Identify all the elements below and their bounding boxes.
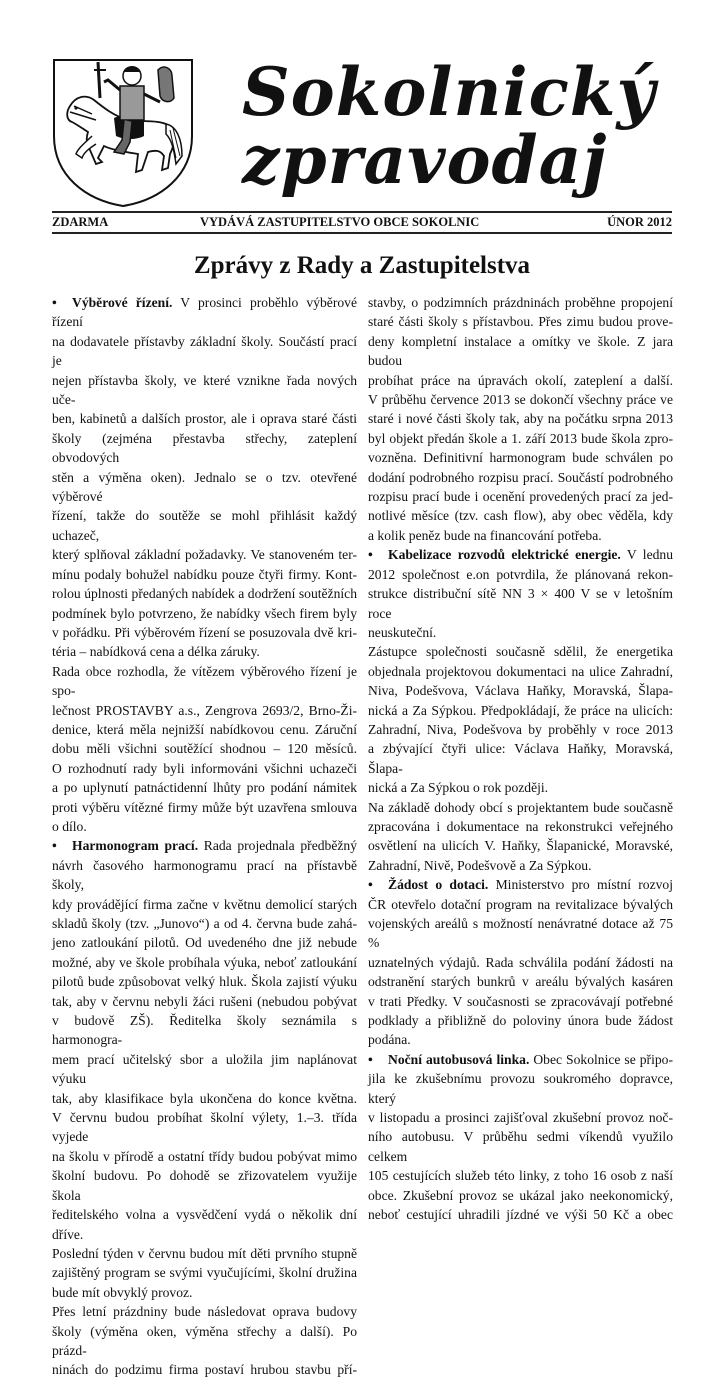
- text-line: rozpisu prací bude i ocenění provedených prací za jed-: [368, 489, 673, 505]
- text-line: Poslední týden v červnu budou mít děti prvního stupně: [52, 1245, 357, 1261]
- text-line: proti výběru vítězné firmy může být uzavřena smlouva: [52, 799, 357, 815]
- text-line: ninách do podzimu firma postaví hrubou stavbu pří-: [52, 1362, 357, 1378]
- text-line: staré i nové části školy tak, aby na počátku srpna 2013: [368, 411, 673, 427]
- text-line: Niva, Podešvova, Václava Haňky, Moravská, Šlapa-: [368, 683, 673, 699]
- text-line: tak, aby klasifikace byla ukončena do konce května.: [52, 1090, 357, 1106]
- text-line: školní budovu. Po dohodě se zřizovatelem využije škola: [52, 1168, 357, 1203]
- text-line: ního autobusu. V průběhu sedmi víkendů využilo celkem: [368, 1129, 673, 1164]
- left-column: [52, 293, 357, 1380]
- text-line: a po uplynutí patnáctidenní lhůty pro podání námitek: [52, 780, 357, 796]
- article-headline: Zprávy z Rady a Zastupitelstva: [193, 252, 531, 279]
- text-line: mínu podaly bohužel nabídku pouze čtyři firmy. Kont-: [52, 566, 357, 582]
- text-line: vojenských areálů s možností nenávratné dotace až 75 %: [368, 916, 673, 951]
- text-line: odstranění starých bunkrů v areálu bývalých kasáren: [368, 974, 673, 990]
- text-line: stavby, o podzimních prázdninách proběhne propojení: [368, 295, 673, 310]
- text-line: podmínek bylo potvrzeno, že nabídky všech firem byly: [52, 605, 357, 621]
- text-line: O rozhodnutí rady byli informováni všichni uchazeči: [52, 760, 357, 776]
- bullet-icon: •: [52, 838, 57, 854]
- newsletter-title-line1: Sokolnický: [242, 53, 656, 131]
- text-line: vozněna. Definitivní harmonogram bude schválen po: [368, 450, 673, 466]
- header-rule-top: [52, 211, 672, 213]
- text-line: skladů školy (tzv. „Junovo“) a od 4. června bude zahá-: [52, 916, 357, 931]
- text-line: denice, která měla nejnižší nabídkovou cenu. Záruční: [52, 721, 357, 737]
- text-line: nejen přístavba školy, ve které vznikne řada nových uče-: [52, 372, 357, 408]
- section-heading: Harmonogram prací.: [72, 838, 199, 854]
- text-line: zajištěný program se svými vyučujícími, školní družina: [52, 1265, 357, 1281]
- newsletter-title-line2: zpravodaj: [242, 121, 608, 199]
- text-line: na školu v přírodě a ostatní třídy budou pobývat mimo: [52, 1148, 357, 1164]
- text-line: deny kompletní instalace a omítky ve škole. Z jara budou: [368, 333, 673, 369]
- text-line: v listopadu a prosinci zajišťoval zkušební provoz noč-: [368, 1110, 673, 1126]
- text-line: dodání podrobného rozpisu prací. Součástí podrobného: [368, 469, 673, 485]
- text-line: Rada obce rozhodla, že vítězem výběrového řízení je spo-: [52, 663, 357, 699]
- text-line: v pořádku. Při výběrovém řízení se posuzovala dvě kri-: [52, 624, 357, 640]
- text-line: ředitelského volna a vysvědčení vydá o několik dní dříve.: [52, 1207, 357, 1242]
- text-line: ben, kabinetů a dalších prostor, ale i oprava staré části: [52, 411, 357, 427]
- text-line: neuskuteční.: [368, 624, 437, 640]
- text-line: na dodavatele přístavby základní školy. Součástí prací je: [52, 333, 357, 369]
- text-line: řízení, takže do soutěže se mohl přihlásit každý uchazeč,: [52, 508, 357, 543]
- text-line: kdy provádějící firma začne v květnu demolicí starých: [52, 896, 357, 912]
- text-line: návrh časového harmonogramu prací na přístavbě školy,: [52, 857, 357, 893]
- text-line: lečnost PROSTAVBY a.s., Zengrova 2693/2, Brno-Ži-: [52, 702, 357, 718]
- text-line: strukce distribuční sítě NN 3 × 400 V se v letošním roce: [368, 586, 673, 621]
- text-line: stěn a výměna oken). Jednalo se o tzv. otevřené výběrové: [52, 469, 357, 505]
- issue-date: ÚNOR 2012: [607, 215, 672, 229]
- text-line: byl objekt předán škole a 1. září 2013 bude škola zpro-: [368, 430, 673, 446]
- text-line: zpracována i dokumentace na rekonstrukci veřejného: [368, 818, 673, 834]
- text-line: Přes letní prázdniny bude následovat oprava budovy: [52, 1304, 357, 1320]
- masthead: [52, 53, 672, 208]
- text-line: • Kabelizace rozvodů elektrické energie. V lednu: [368, 545, 673, 564]
- bullet-icon: •: [52, 295, 57, 310]
- section-heading: Výběrové řízení.: [72, 295, 173, 310]
- text-line: V červnu budou probíhat školní výlety, 1.–3. třída vyjede: [52, 1110, 357, 1145]
- section-heading: Žádost o dotaci.: [388, 877, 489, 893]
- text-line: školy (výměna oken, výměna střechy a další). Po prázd-: [52, 1323, 357, 1358]
- text-line: neboť cestující uhradili jízdné ve výši 50 Kč a obec: [368, 1207, 673, 1223]
- text-line: obce. Zkušební provoz se ukázal jako neekonomický,: [368, 1187, 673, 1203]
- text-line: ČR otevřelo dotační program na revitalizace bývalých: [368, 896, 673, 912]
- text-line: 105 cestujících služeb této linky, z toho 16 osob z naší: [368, 1168, 673, 1184]
- text-line: nická a Za Sýpkou. Předpokládají, že práce na ulicích:: [368, 702, 673, 718]
- text-line: který splňoval základní požadavky. Ve stanoveném ter-: [52, 547, 357, 563]
- section-heading: Noční autobusová linka.: [388, 1051, 530, 1067]
- text-line: téria – nabídková cena a délka záruky.: [52, 644, 260, 660]
- text-line: V průběhu července 2013 se dokončí všechny práce ve: [368, 392, 673, 408]
- text-line: v budově ZŠ). Ředitelka školy seznámila s harmonogra-: [52, 1013, 357, 1048]
- section-heading: Kabelizace rozvodů elektrické energie.: [388, 547, 621, 563]
- bullet-icon: •: [368, 1051, 373, 1067]
- text-line: probíhat práce na úpravách okolí, zateplení a další.: [368, 372, 673, 388]
- text-line: • Noční autobusová linka. Obec Sokolnice se připo-: [368, 1050, 673, 1069]
- text-line: • Harmonogram prací. Rada projednala předběžný: [52, 836, 357, 855]
- text-line: • Výběrové řízení. V prosinci proběhlo výběrové řízení: [52, 295, 357, 330]
- text-line: podklady a přibližně do poloviny února bude žádost: [368, 1013, 673, 1029]
- text-line: notlivé měsíce (tzv. cash flow), aby obec věděla, kdy: [368, 508, 673, 524]
- text-line: možné, aby ve škole probíhala výuka, neboť zatloukání: [52, 954, 357, 970]
- text-line: bude mít obvyklý provoz.: [52, 1284, 193, 1300]
- text-line: a zbývající čtyři ulice: Václava Haňky, Moravská, Šlapa-: [368, 741, 673, 776]
- text-line: osvětlení na ulicích V. Haňky, Šlapanické, Moravské,: [368, 838, 673, 854]
- price-label: ZDARMA: [52, 215, 109, 229]
- publisher-label: VYDÁVÁ ZASTUPITELSTVO OBCE SOKOLNIC: [200, 215, 480, 229]
- right-column: [368, 293, 673, 1225]
- text-line: pilotů bude způsobovat velký hluk. Škola zajistí výuku: [52, 974, 357, 990]
- text-line: a kolik peněz bude na financování potřeba.: [368, 527, 602, 543]
- text-line: školy (zejména přestavba střechy, zateplení obvodových: [52, 430, 357, 466]
- text-line: objednala projektovou dokumentaci na ulice Zahradní,: [368, 663, 673, 679]
- text-line: nická a Za Sýpkou o rok později.: [368, 780, 549, 796]
- text-line: Zástupce společnosti současně sdělil, že energetika: [368, 644, 673, 660]
- text-line: v trati Předky. V současnosti se zpracovávají potřebné: [368, 993, 673, 1009]
- text-line: Zahradní, Niva, Podešvova by proběhly v roce 2013: [368, 721, 673, 737]
- subheader: [52, 214, 672, 231]
- coat-of-arms-icon: [52, 58, 194, 208]
- text-line: podána.: [368, 1032, 411, 1048]
- text-line: tak, aby v červnu nebyli žáci rušeni (nebudou pobývat: [52, 993, 357, 1009]
- text-line: staré části školy s přístavbou. Přes zimu budou prove-: [368, 314, 673, 330]
- text-line: Zahradní, Nivě, Podešvově a Za Sýpkou.: [368, 857, 592, 873]
- text-line: rolou úplnosti předaných nabídek a dodržení soutěžních: [52, 586, 357, 602]
- text-line: jila ke zkušebnímu provozu soukromého dopravce, který: [368, 1071, 673, 1106]
- text-line: dobu měli všichni soutěžící shodnou – 120 měsíců.: [52, 741, 357, 757]
- text-line: uznatelných výdajů. Rada schválila podání žádosti na: [368, 954, 673, 970]
- text-line: jeno zatloukání pilotů. Od uvedeného dne již nebude: [52, 935, 357, 951]
- text-line: • Žádost o dotaci. Ministerstvo pro místní rozvoj: [368, 875, 673, 894]
- text-line: Na základě dohody obcí s projektantem bude současně: [368, 799, 673, 815]
- text-line: mem prací učitelský sbor a uložila jim naplánovat výuku: [52, 1051, 357, 1087]
- bullet-icon: •: [368, 547, 373, 563]
- bullet-icon: •: [368, 877, 373, 893]
- text-line: o dílo.: [52, 818, 87, 834]
- text-line: 2012 společnost e.on potvrdila, že plánovaná rekon-: [368, 566, 673, 582]
- header-rule-bottom: [52, 232, 672, 234]
